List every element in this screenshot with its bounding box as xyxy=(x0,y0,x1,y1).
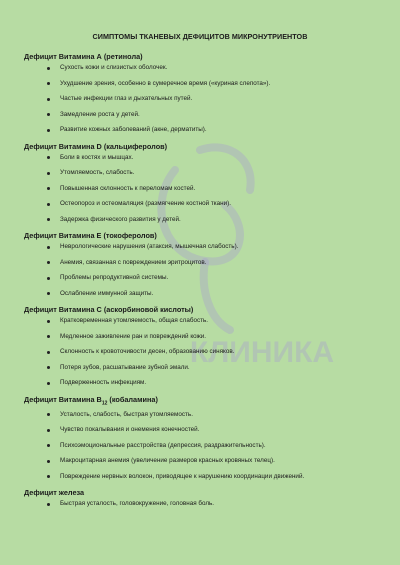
list-item-text: Медленное заживление ран и повреждений кожи. xyxy=(60,332,207,340)
bullet-icon xyxy=(47,475,50,478)
list-item-text: Кратковременная утомляемость, общая слабость. xyxy=(60,317,209,324)
section-iron xyxy=(24,488,376,508)
symptom-list xyxy=(24,64,376,134)
list-item-text: Потеря зубов, расшатывание зубной эмали. xyxy=(60,363,190,371)
list-item xyxy=(24,111,376,119)
bullet-icon xyxy=(47,246,50,249)
bullet-icon xyxy=(47,429,50,432)
bullet-icon xyxy=(47,82,50,85)
symptom-list xyxy=(24,500,376,508)
section-vitamin-a xyxy=(24,52,376,134)
list-item-text: Анемия, связанная с повреждением эритроцитов. xyxy=(60,258,207,266)
list-item-text: Ухудшение зрения, особенно в сумеречное время («куриная слепота»). xyxy=(60,79,271,87)
section-heading: Дефицит Витамина D (кальциферолов) xyxy=(24,141,168,151)
list-item-text: Быстрая усталость, головокружение, головная боль. xyxy=(60,500,215,508)
bullet-icon xyxy=(47,172,50,175)
list-item xyxy=(24,457,376,465)
bullet-icon xyxy=(47,187,50,190)
list-item xyxy=(24,317,376,325)
list-item-text: Повышенная склонность к переломам костей. xyxy=(60,184,196,192)
list-item-text: Психоэмоциональные расстройства (депрессия, раздражительность). xyxy=(60,441,266,449)
symptom-list xyxy=(24,411,376,481)
bullet-icon xyxy=(47,292,50,295)
list-item-text: Повреждение нервных волокон, приводящее к нарушению координации движений. xyxy=(60,472,305,480)
bullet-icon xyxy=(47,460,50,463)
bullet-icon xyxy=(47,413,50,416)
list-item-text: Усталость, слабость, быстрая утомляемость. xyxy=(60,410,193,418)
list-item-text: Замедление роста у детей. xyxy=(60,110,140,118)
list-item-text: Подверженность инфекциям. xyxy=(60,379,147,386)
list-item-text: Неврологические нарушения (атаксия, мышечная слабость). xyxy=(60,243,239,250)
list-item xyxy=(24,333,376,341)
bullet-icon xyxy=(47,129,50,132)
list-item-text: Развитие кожных заболеваний (акне, дерматиты). xyxy=(60,126,207,133)
section-heading-tail: (кобаламина) xyxy=(107,394,158,404)
list-item xyxy=(24,274,376,282)
section-vitamin-b12 xyxy=(24,395,376,481)
section-heading: Дефицит Витамина С (аскорбиновой кислоты) xyxy=(24,305,194,314)
bullet-icon xyxy=(47,444,50,447)
list-item xyxy=(24,200,376,208)
watermark-text: КЛИНИКА xyxy=(189,336,335,369)
section-heading: Дефицит Витамина Е (токоферолов) xyxy=(24,231,157,240)
list-item xyxy=(24,411,376,419)
bullet-icon xyxy=(47,503,50,506)
list-item xyxy=(24,379,376,387)
section-vitamin-d xyxy=(24,142,376,224)
bullet-icon xyxy=(47,320,50,323)
bullet-icon xyxy=(47,261,50,264)
list-item-text: Макроцитарная анемия (увеличение размеров красных кровяных телец). xyxy=(60,457,275,465)
list-item-text: Ослабление иммунной защиты. xyxy=(60,289,154,297)
bullet-icon xyxy=(47,351,50,354)
section-vitamin-c xyxy=(24,305,376,387)
list-item xyxy=(24,442,376,450)
list-item-text: Задержка физического развития у детей. xyxy=(60,215,181,223)
list-item-text: Боли в костях и мышцах. xyxy=(60,153,134,161)
section-heading: Дефицит железа xyxy=(24,488,85,498)
page-title: СИМПТОМЫ ТКАНЕВЫХ ДЕФИЦИТОВ МИКРОНУТРИЕНТОВ xyxy=(92,32,308,41)
bullet-icon xyxy=(47,366,50,369)
list-item-text: Сухость кожи и слизистых оболочек. xyxy=(60,64,168,71)
list-item xyxy=(24,185,376,193)
list-item xyxy=(24,80,376,88)
section-vitamin-e xyxy=(24,231,376,298)
bullet-icon xyxy=(47,67,50,70)
list-item xyxy=(24,259,376,267)
bullet-icon xyxy=(47,203,50,206)
section-heading-main: Дефицит Витамина B xyxy=(24,394,102,404)
bullet-icon xyxy=(47,277,50,280)
list-item xyxy=(24,243,376,251)
list-item xyxy=(24,473,376,481)
section-heading xyxy=(24,395,376,408)
list-item-text: Чувство покалывания и онемения конечностей. xyxy=(60,426,200,434)
bullet-icon xyxy=(47,382,50,385)
bullet-icon xyxy=(47,156,50,159)
bullet-icon xyxy=(47,113,50,116)
list-item xyxy=(24,169,376,177)
list-item xyxy=(24,500,376,508)
list-item xyxy=(24,154,376,162)
symptom-list xyxy=(24,243,376,298)
list-item xyxy=(24,216,376,224)
list-item-text: Проблемы репродуктивной системы. xyxy=(60,274,169,281)
list-item xyxy=(24,290,376,298)
list-item-text: Частые инфекции глаз и дыхательных путей. xyxy=(60,95,193,102)
bullet-icon xyxy=(47,98,50,101)
list-item xyxy=(24,348,376,356)
list-item-text: Склонность к кровоточивости десен, образованию синяков. xyxy=(60,348,235,355)
list-item-text: Утомляемость, слабость. xyxy=(60,169,135,176)
section-heading-subscript: 12 xyxy=(101,399,108,406)
list-item xyxy=(24,64,376,72)
list-item xyxy=(24,126,376,134)
list-item xyxy=(24,364,376,372)
symptom-list xyxy=(24,317,376,387)
symptom-list xyxy=(24,154,376,224)
section-heading: Дефицит Витамина А (ретинола) xyxy=(24,52,143,61)
bullet-icon xyxy=(47,218,50,221)
list-item xyxy=(24,95,376,103)
list-item-text: Остеопороз и остеомаляция (размягчение костной ткани). xyxy=(60,200,231,207)
bullet-icon xyxy=(47,335,50,338)
list-item xyxy=(24,426,376,434)
